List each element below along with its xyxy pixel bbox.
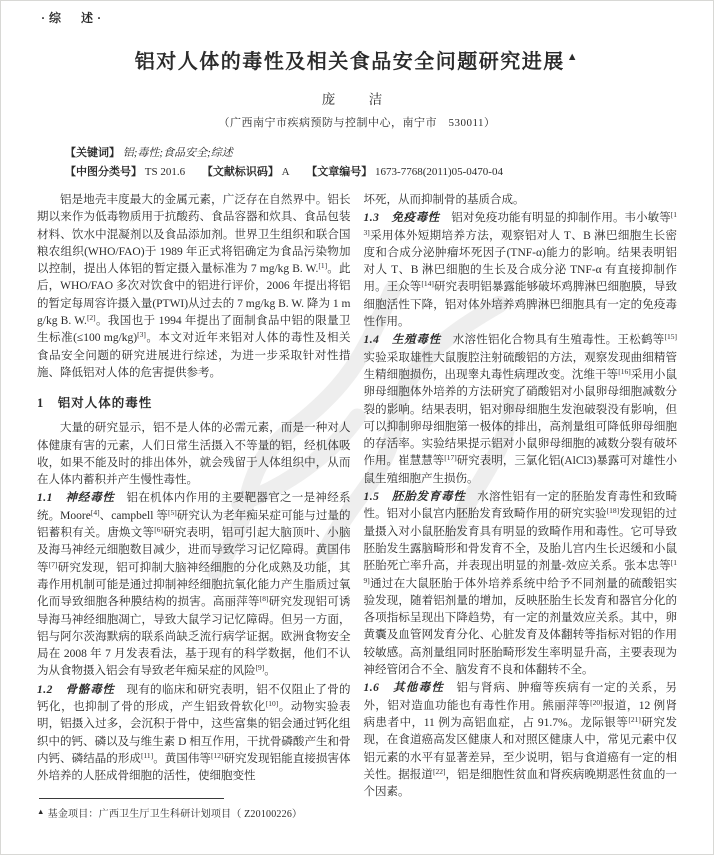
title-footnote-marker-icon: ▲ <box>566 51 580 63</box>
paragraph: 1.1 神经毒性 铝在机体内作用的主要靶器官之一是神经系统。Moore[4]、campbell 等[5]研究认为老年痴呆症可能与过量的铝蓄积有关。唐焕文等[6]研究表明，铝可引起大脑顶叶、小脑及海马神经元细胞数目减少，进而导致学习记忆障碍。黄国伟等[7]研究发现，铝可抑制大脑神经细胞的分化成熟及功能，其毒作用机制可能是通过抑制神经细胞抗氧化能力产生脂质过氧化而导致细胞各种膜结构的损害。高丽萍等[8]研究发现铝可诱导海马神经细胞凋亡，导致大鼠学习记忆障碍。但另一方面，铝与阿尔茨海默病的联系尚缺乏流行病学证据。欧洲食物安全局在 2008 年 7 月发表看法，基于现有的科学数据，他们不认为从食物摄入铝会有导致老年痴呆症的风险[9]。 <box>37 492 351 678</box>
reference-marker: [7] <box>48 559 58 569</box>
author-affiliation: （广西南宁市疾病预防与控制中心，南宁市 530011） <box>218 117 496 129</box>
reference-marker: [3] <box>137 330 146 340</box>
reference-marker: [19] <box>363 558 677 585</box>
reference-marker: [15] <box>664 332 678 342</box>
article-id-value: 1673-7768(2011)05-0470-04 <box>375 166 503 178</box>
subsection-heading: 1.2 骨骼毒性 <box>37 683 115 696</box>
doc-code-value: A <box>281 166 290 178</box>
reference-marker: [22] <box>432 766 446 776</box>
article-id-label: 【文章编号】 <box>306 166 373 178</box>
paragraph: 大量的研究显示，铝不是人体的必需元素，而是一种对人体健康有害的元素，人们日常生活摄入不等量的铝，经机体吸收，如果不能及时的排出体外，就会残留于人体组织中，从而在人体内蓄积并产生慢性毒性。 <box>37 422 351 487</box>
reference-marker: [20] <box>590 697 603 707</box>
fund-footnote: ▲ 基金项目：广西卫生厅卫生科研计划项目（ Z20100226） <box>37 806 303 820</box>
reference-marker: [8] <box>259 594 269 604</box>
reference-marker: [14] <box>421 279 434 289</box>
subsection-heading: 1.4 生殖毒性 <box>363 334 441 347</box>
column-category-label: ·综 述· <box>41 11 106 25</box>
section-heading: 1 铝对人体的毒性 <box>37 396 153 411</box>
article-body <box>1 182 713 822</box>
paragraph: 1.2 骨骼毒性 现有的临床和研究表明，铝不仅阻止了骨的钙化，也抑制了骨的形成，产生铝致骨软化[10]。动物实验表明，铝摄入过多，会沉积于骨中，这些富集的铝会通过钙化组织中的钙、磷以及与维生素 D 相互作用，干扰骨磷酸产生和骨内钙、磷结晶的形成[11]。黄国伟等[12]研究发现铝能直接损害体外培养的人胚成骨细胞的活性，使细胞变性 <box>37 683 351 783</box>
paragraph: 1.6 其他毒性 铝与肾病、肿瘤等疾病有一定的关系，另外，铝对造血功能也有毒性作用。熊丽萍等[20]报道，12 例肾病患者中，11 例为高铝血症，占 91.7%。龙际银等[21]研究发现，在食道癌高发区健康人和对照区健康人中，常见元素中仅铝元素的水平有显著差异，至少说明，铝与食道癌有一定的相关性。据报道[22]，铝是细胞性贫血和肾疾病晚期恶性贫血的一个因素。 <box>363 682 678 799</box>
subsection-heading: 1.6 其他毒性 <box>363 682 445 695</box>
reference-marker: [18] <box>606 506 620 516</box>
reference-marker: [16] <box>618 366 631 376</box>
paragraph: 1.3 免疫毒性 铝对免疫功能有明显的抑制作用。韦小敏等[13]采用体外短期培养方法，观察铝对人 T、B 淋巴细胞生长密度和合成分泌肿瘤坏死因子(TNF-α)能力的影响。结果表明铝对人 T、B 淋巴细胞的生长及合成分泌 TNF-α 有直接抑制作用。王众等[14]研究表明铝暴露能够破坏鸡脾淋巴细胞膜，导致细胞活性下降，铝对体外培养鸡脾淋巴细胞具有一定的免疫毒性作用。 <box>363 210 678 329</box>
subsection-heading: 1.5 胚胎发育毒性 <box>363 491 466 504</box>
left-column <box>37 192 351 822</box>
doc-code-label: 【文献标识码】 <box>201 166 279 178</box>
reference-marker: [9] <box>255 663 265 673</box>
keywords-label: 【关键词】 <box>65 147 120 159</box>
footnote-marker-icon: ▲ <box>37 806 45 816</box>
subsection-heading: 1.1 神经毒性 <box>37 492 115 505</box>
reference-marker: [4] <box>90 507 100 517</box>
article-meta <box>65 144 649 182</box>
keywords-value: 铝;毒性;食品安全;综述 <box>122 147 233 159</box>
article-title-text: 铝对人体的毒性及相关食品安全问题研究进展 <box>134 51 565 73</box>
reference-marker: [11] <box>140 750 154 760</box>
reference-marker: [2] <box>86 313 96 323</box>
author-name: 庞 洁 <box>321 92 393 107</box>
reference-marker: [12] <box>210 750 224 760</box>
footnote-divider <box>39 798 224 799</box>
classification-line <box>65 163 649 182</box>
clc-label: 【中图分类号】 <box>65 166 142 178</box>
paragraph: 坏死，从而抑制骨的基质合成。 <box>363 194 525 206</box>
paragraph: 1.5 胚胎发育毒性 水溶性铝有一定的胚胎发育毒性和致畸性。铝对小鼠宫内胚胎发育致畸作用的研究实验[18]发现铝的过量摄入对小鼠胚胎发育具有明显的致畸作用和毒性。它可导致胚胎发生露脑畸形和骨发育不全，及胎儿宫内生长迟缓和小鼠胚胎死亡率升高，并表现出明显的剂量-效应关系。张本忠等[19]通过在大鼠胚胎于体外培养系统中给予不同剂量的硫酸铝实验发现，随着铝剂量的增加，反映胚胎生长发育和器官分化的各项指标呈现出下降趋势，有一定的剂量效应关系。其中，卵黄囊及血管网发育分化、心脏发育及体翻转等指标对铝的作用较敏感。高剂量组同时胚胎畸形发生率明显升高，主要表现为神经管闭合不全、脑发育不良和体翻转不全。 <box>363 491 678 677</box>
keywords-line <box>65 144 649 163</box>
subsection-heading: 1.3 免疫毒性 <box>363 212 440 225</box>
reference-marker: [5] <box>167 507 177 517</box>
footnote-block <box>37 798 351 822</box>
reference-marker: [1] <box>318 261 328 271</box>
clc-value: TS 201.6 <box>144 166 186 178</box>
reference-marker: [21] <box>628 714 641 724</box>
reference-marker: [10] <box>265 699 279 709</box>
reference-marker: [6] <box>154 525 163 535</box>
article-title <box>41 43 673 76</box>
reference-marker: [17] <box>444 453 457 463</box>
right-column <box>364 192 678 822</box>
paragraph: 1.4 生殖毒性 水溶性铝化合物具有生殖毒性。王松鹤等[15]实验采取雄性大鼠腹腔注射硫酸铝的方法，观察发现曲细精管生精细胞损伤，出现睾丸毒性病理改变。沈维干等[16]采用小鼠卵母细胞体外培养的方法研究了硝酸铝对小鼠卵母细胞减数分裂的影响。结果表明，铝对卵母细胞生发泡破裂没有影响，但可以抑制卵母细胞第一极体的排出，高剂量组可降低卵母细胞的存活率。实验结果提示铝对小鼠卵母细胞的减数分裂有破坏作用。崔慧慧等[17]研究表明，三氯化铝(AlCl3)暴露可对雄性小鼠生殖细胞产生损伤。 <box>363 332 678 485</box>
paragraph: 铝是地壳丰度最大的金属元素，广泛存在自然界中。铝长期以来作为低毒物质用于抗酸药、食品容器和炊具、食品包装材料、饮水中混凝剂以及食品添加剂。世界卫生组织和联合国粮农组织(WHO/FAO)于 1989 年正式将铝确定为食品污染物加以控制，提出人体铝的暂定摄入量标准为 7 mg/kg B. W.[1]。此后，WHO/FAO 多次对饮食中的铝进行评价，2006 年提出将铝的暂定每周容许摄入量(PTWI)从过去的 7 mg/kg B. W. 降为 1 mg/kg B. W.[2]。我国也于 1994 年提出了面制食品中铝的限量卫生标准(≤100 mg/kg)[3]。本文对近年来铝对人体的毒性及相关食品安全问题的研究进展进行综述，为进一步采取针对性措施、降低铝对人体的危害提供参考。 <box>37 194 351 379</box>
reference-marker: [13] <box>363 210 678 237</box>
article-header <box>1 1 713 130</box>
